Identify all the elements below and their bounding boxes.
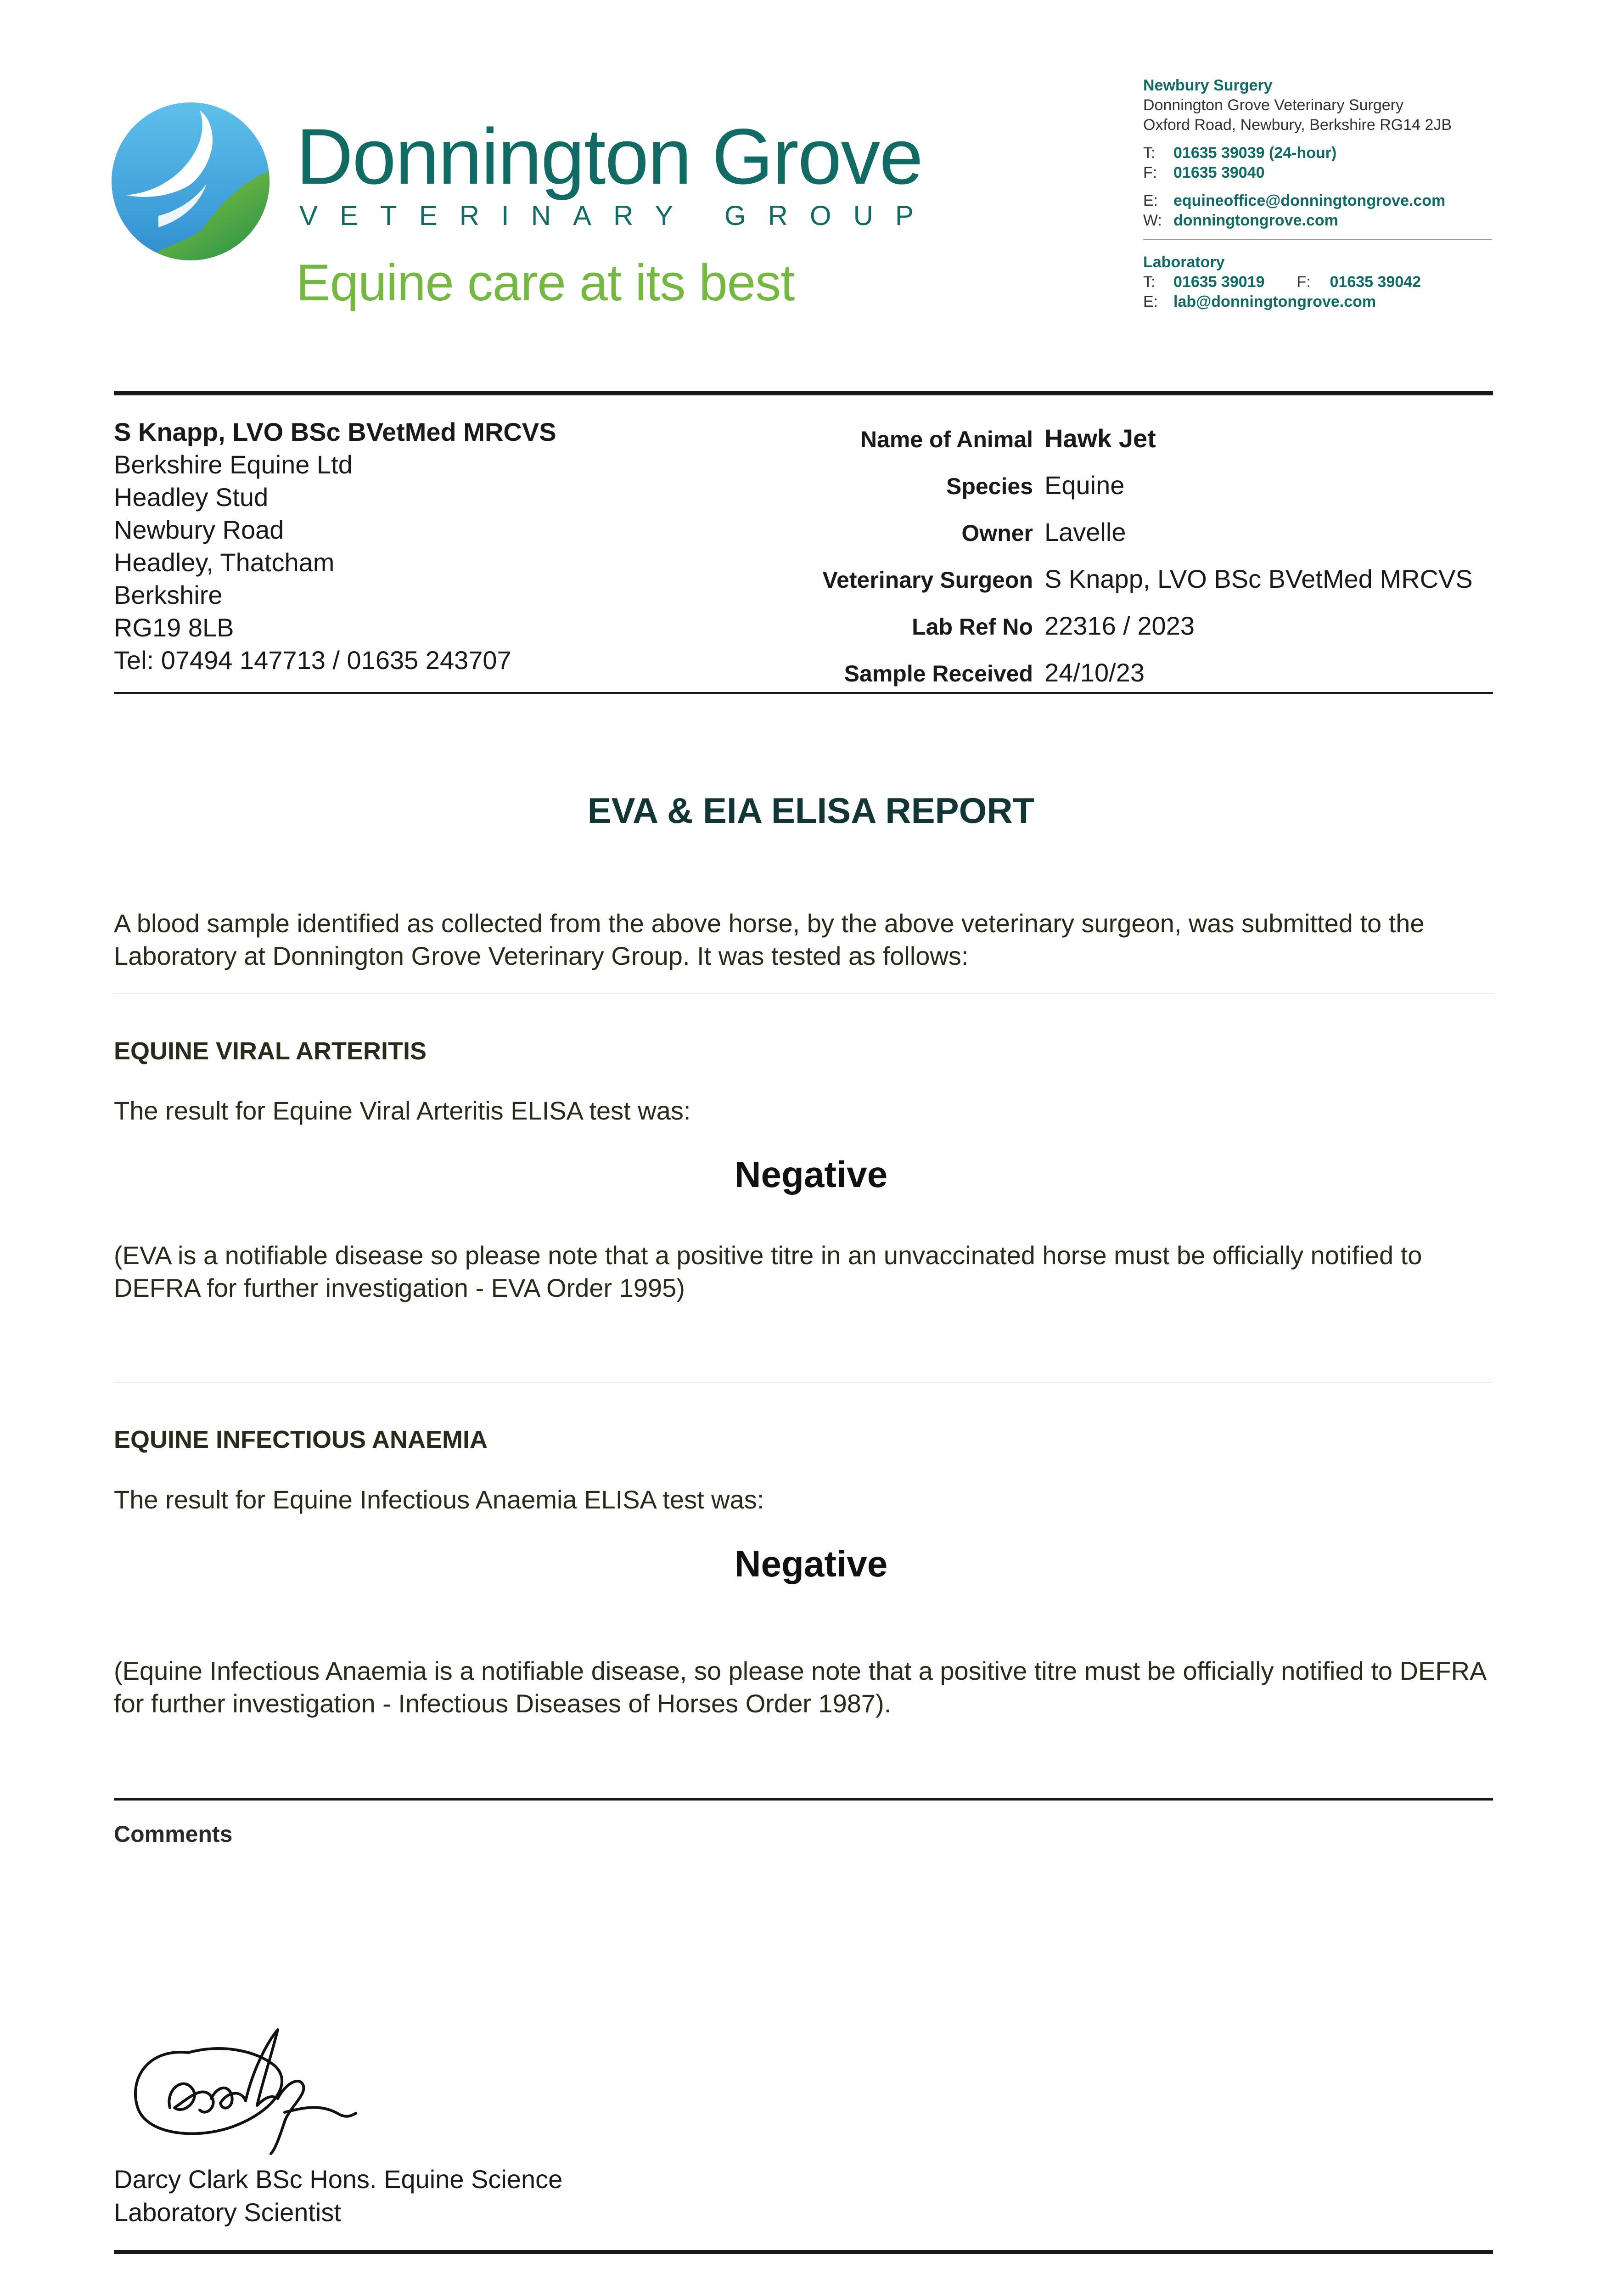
section-divider bbox=[114, 993, 1493, 994]
intro-paragraph: A blood sample identified as collected from the above horse, by the above veterinary surgeon, was submitted to the Laboratory at Donnington Grove Veterinary Group. It was tested as follows: bbox=[114, 909, 1425, 970]
lab-ref-label: Lab Ref No bbox=[912, 614, 1033, 640]
section-divider bbox=[114, 1382, 1493, 1383]
eva-heading: EQUINE VIRAL ARTERITIS bbox=[114, 1037, 427, 1065]
email-label: E: bbox=[1143, 192, 1158, 209]
eva-lead: The result for Equine Viral Arteritis ELISA test was: bbox=[114, 1096, 691, 1125]
recipient-address bbox=[114, 416, 757, 676]
recipient-line: Newbury Road bbox=[114, 515, 284, 544]
contact-divider bbox=[1143, 239, 1492, 240]
surgery-fax: 01635 39040 bbox=[1173, 164, 1265, 181]
web-label: W: bbox=[1143, 212, 1162, 229]
info-rule bbox=[114, 692, 1493, 694]
recipient-line: RG19 8LB bbox=[114, 613, 234, 642]
tel-label: T: bbox=[1143, 144, 1156, 162]
fax-label: F: bbox=[1143, 164, 1157, 181]
eia-result: Negative bbox=[734, 1543, 888, 1584]
surgery-email-link[interactable]: equineoffice@donningtongrove.com bbox=[1173, 192, 1446, 209]
eva-note: (EVA is a notifiable disease so please note that a positive titre in an unvaccinated horse must be officially notified to DEFRA for further investigation - EVA Order 1995) bbox=[114, 1241, 1422, 1302]
comments-label: Comments bbox=[114, 1821, 233, 1847]
owner-value: Lavelle bbox=[1044, 518, 1126, 546]
sample-received-label: Sample Received bbox=[844, 661, 1033, 687]
brand-subtitle: VETERINARY GROUP bbox=[299, 200, 936, 231]
recipient-name: S Knapp, LVO BSc BVetMed MRCVS bbox=[114, 417, 556, 446]
species-value: Equine bbox=[1044, 471, 1125, 500]
surgery-contact-block bbox=[1143, 76, 1492, 231]
lab-fax: 01635 39042 bbox=[1330, 273, 1421, 291]
eia-note: (Equine Infectious Anaemia is a notifiable disease, so please note that a positive titre must be officially notified to DEFRA for further investigation - Infectious Diseases of Horses Order 1987). bbox=[114, 1656, 1486, 1718]
animal-name: Hawk Jet bbox=[1044, 424, 1156, 453]
footer-rule bbox=[114, 2250, 1493, 2254]
recipient-line: Headley Stud bbox=[114, 483, 269, 512]
lab-ref-value: 22316 / 2023 bbox=[1044, 611, 1195, 640]
brand-name: Donnington Grove bbox=[296, 113, 922, 201]
signer-block bbox=[114, 2163, 562, 2229]
laboratory-contact-block bbox=[1143, 253, 1492, 312]
eia-lead: The result for Equine Infectious Anaemia ELISA test was: bbox=[114, 1485, 764, 1514]
header-rule bbox=[114, 391, 1493, 395]
species-label: Species bbox=[946, 473, 1033, 499]
recipient-line: Headley, Thatcham bbox=[114, 548, 335, 577]
lab-tel-label: T: bbox=[1143, 273, 1156, 291]
lab-fax-label: F: bbox=[1296, 273, 1311, 291]
vet-label: Veterinary Surgeon bbox=[822, 567, 1033, 593]
recipient-line: Berkshire bbox=[114, 580, 223, 609]
signer-name: Darcy Clark BSc Hons. Equine Science bbox=[114, 2165, 563, 2194]
surgery-address-line-1: Donnington Grove Veterinary Surgery bbox=[1143, 96, 1403, 114]
sample-received-value: 24/10/23 bbox=[1044, 658, 1145, 687]
comments-rule bbox=[114, 1798, 1493, 1801]
eia-heading: EQUINE INFECTIOUS ANAEMIA bbox=[114, 1426, 488, 1453]
surgery-heading: Newbury Surgery bbox=[1143, 77, 1273, 94]
report-title: EVA & EIA ELISA REPORT bbox=[587, 790, 1035, 831]
surgery-phone[interactable]: 01635 39039 (24-hour) bbox=[1173, 144, 1337, 162]
animal-info-table bbox=[735, 416, 1497, 697]
recipient-phone: Tel: 07494 147713 / 01635 243707 bbox=[114, 646, 511, 675]
signature-icon bbox=[119, 2016, 367, 2163]
surgery-address-line-2: Oxford Road, Newbury, Berkshire RG14 2JB bbox=[1143, 116, 1452, 134]
eva-result: Negative bbox=[734, 1154, 888, 1195]
logo-icon bbox=[108, 101, 273, 262]
recipient-line: Berkshire Equine Ltd bbox=[114, 450, 353, 479]
lab-phone[interactable]: 01635 39019 bbox=[1173, 273, 1265, 291]
owner-label: Owner bbox=[961, 520, 1033, 546]
website-link[interactable]: donningtongrove.com bbox=[1173, 212, 1338, 229]
laboratory-heading: Laboratory bbox=[1143, 253, 1225, 271]
animal-name-label: Name of Animal bbox=[860, 427, 1033, 452]
lab-email-label: E: bbox=[1143, 293, 1158, 310]
lab-email-link[interactable]: lab@donningtongrove.com bbox=[1173, 293, 1376, 310]
vet-value: S Knapp, LVO BSc BVetMed MRCVS bbox=[1044, 564, 1473, 593]
signer-role: Laboratory Scientist bbox=[114, 2198, 341, 2227]
brand-tagline: Equine care at its best bbox=[296, 254, 795, 311]
